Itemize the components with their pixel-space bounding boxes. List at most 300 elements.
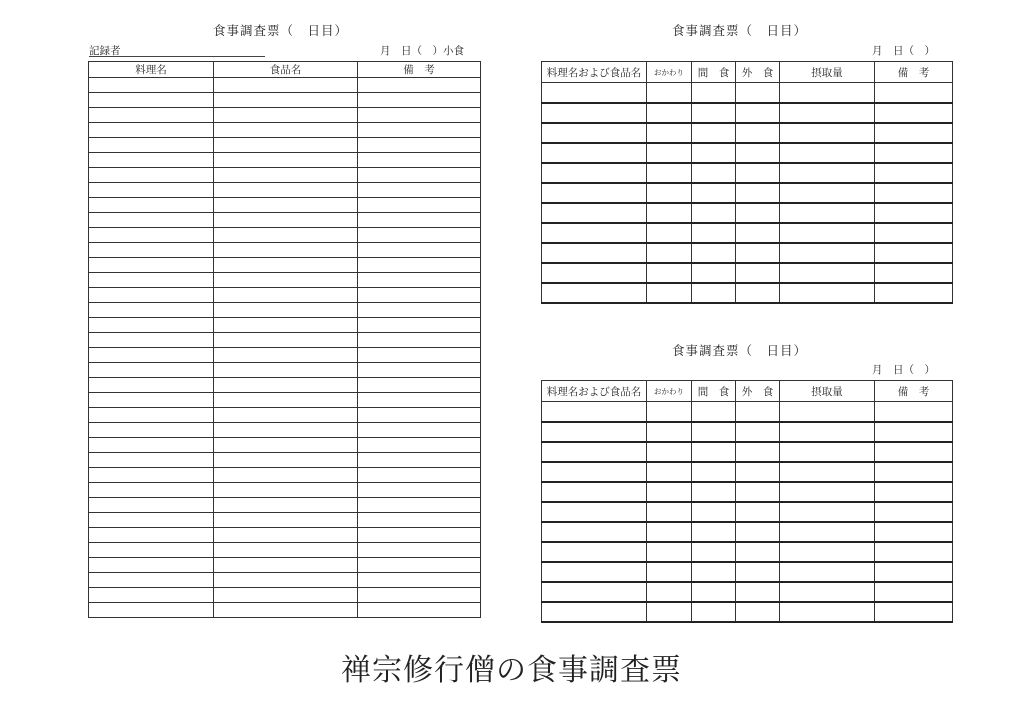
entry-cell[interactable] <box>736 223 780 243</box>
table-row <box>542 223 953 243</box>
entry-cell[interactable] <box>780 562 875 582</box>
entry-cell[interactable] <box>89 603 214 618</box>
entry-cell[interactable] <box>89 273 214 288</box>
entry-cell[interactable] <box>542 263 647 283</box>
entry-cell[interactable] <box>358 483 481 498</box>
entry-cell[interactable] <box>89 408 214 423</box>
entry-cell[interactable] <box>780 442 875 462</box>
entry-cell[interactable] <box>358 438 481 453</box>
table-row <box>89 108 481 123</box>
entry-cell[interactable] <box>89 213 214 228</box>
entry-cell[interactable] <box>89 513 214 528</box>
entry-cell[interactable] <box>875 522 953 542</box>
entry-cell[interactable] <box>542 83 647 103</box>
entry-cell[interactable] <box>214 213 358 228</box>
entry-cell[interactable] <box>214 498 358 513</box>
entry-cell[interactable] <box>780 522 875 542</box>
entry-cell[interactable] <box>736 522 780 542</box>
table-row <box>542 243 953 263</box>
entry-cell[interactable] <box>647 442 692 462</box>
entry-cell[interactable] <box>736 123 780 143</box>
entry-cell[interactable] <box>358 273 481 288</box>
entry-cell[interactable] <box>542 163 647 183</box>
entry-cell[interactable] <box>214 408 358 423</box>
entry-cell[interactable] <box>692 283 736 303</box>
entry-cell[interactable] <box>214 438 358 453</box>
entry-cell[interactable] <box>692 143 736 163</box>
entry-cell[interactable] <box>736 482 780 502</box>
entry-cell[interactable] <box>736 263 780 283</box>
entry-cell[interactable] <box>736 562 780 582</box>
header-food-name: 食品名 <box>214 62 358 78</box>
entry-cell[interactable] <box>358 93 481 108</box>
entry-cell[interactable] <box>736 582 780 602</box>
entry-cell[interactable] <box>780 263 875 283</box>
table-row <box>89 288 481 303</box>
entry-cell[interactable] <box>358 363 481 378</box>
entry-cell[interactable] <box>736 203 780 223</box>
entry-cell[interactable] <box>647 602 692 622</box>
entry-cell[interactable] <box>358 213 481 228</box>
entry-cell[interactable] <box>542 183 647 203</box>
entry-cell[interactable] <box>89 228 214 243</box>
entry-cell[interactable] <box>647 183 692 203</box>
entry-cell[interactable] <box>875 602 953 622</box>
entry-cell[interactable] <box>780 402 875 422</box>
entry-cell[interactable] <box>214 393 358 408</box>
entry-cell[interactable] <box>214 243 358 258</box>
entry-cell[interactable] <box>542 402 647 422</box>
table-row <box>89 573 481 588</box>
entry-cell[interactable] <box>358 558 481 573</box>
entry-cell[interactable] <box>214 513 358 528</box>
entry-cell[interactable] <box>542 582 647 602</box>
entry-cell[interactable] <box>89 318 214 333</box>
entry-cell[interactable] <box>89 483 214 498</box>
table-row <box>542 183 953 203</box>
entry-cell[interactable] <box>692 582 736 602</box>
entry-cell[interactable] <box>89 138 214 153</box>
entry-cell[interactable] <box>875 422 953 442</box>
table-row <box>89 603 481 618</box>
entry-cell[interactable] <box>89 78 214 93</box>
entry-cell[interactable] <box>89 288 214 303</box>
entry-cell[interactable] <box>214 288 358 303</box>
entry-cell[interactable] <box>358 588 481 603</box>
entry-cell[interactable] <box>89 108 214 123</box>
entry-cell[interactable] <box>214 78 358 93</box>
entry-cell[interactable] <box>647 522 692 542</box>
entry-cell[interactable] <box>358 123 481 138</box>
entry-cell[interactable] <box>214 123 358 138</box>
entry-cell[interactable] <box>647 103 692 123</box>
left-survey-table <box>88 61 481 618</box>
table-row <box>542 582 953 602</box>
entry-cell[interactable] <box>358 513 481 528</box>
entry-cell[interactable] <box>875 442 953 462</box>
entry-cell[interactable] <box>358 498 481 513</box>
entry-cell[interactable] <box>542 243 647 263</box>
entry-cell[interactable] <box>692 402 736 422</box>
entry-cell[interactable] <box>89 168 214 183</box>
entry-cell[interactable] <box>692 502 736 522</box>
entry-cell[interactable] <box>542 562 647 582</box>
entry-cell[interactable] <box>542 203 647 223</box>
table-row <box>542 442 953 462</box>
entry-cell[interactable] <box>358 228 481 243</box>
entry-cell[interactable] <box>780 502 875 522</box>
entry-cell[interactable] <box>89 393 214 408</box>
entry-cell[interactable] <box>89 528 214 543</box>
entry-cell[interactable] <box>736 243 780 263</box>
table-row <box>89 423 481 438</box>
right-survey-table-2 <box>541 380 953 623</box>
entry-cell[interactable] <box>647 283 692 303</box>
table-row <box>542 482 953 502</box>
entry-cell[interactable] <box>647 562 692 582</box>
entry-cell[interactable] <box>875 223 953 243</box>
table-row <box>89 228 481 243</box>
entry-cell[interactable] <box>214 228 358 243</box>
entry-cell[interactable] <box>214 483 358 498</box>
entry-cell[interactable] <box>647 143 692 163</box>
entry-cell[interactable] <box>358 78 481 93</box>
entry-cell[interactable] <box>692 442 736 462</box>
left-form-title: 食事調査票（ 日目） <box>213 23 349 38</box>
entry-cell[interactable] <box>89 468 214 483</box>
recorder-label: 記録者 <box>89 45 121 57</box>
entry-cell[interactable] <box>214 378 358 393</box>
table-row <box>542 422 953 442</box>
entry-cell[interactable] <box>358 573 481 588</box>
entry-cell[interactable] <box>542 283 647 303</box>
table-row <box>542 402 953 422</box>
entry-cell[interactable] <box>647 542 692 562</box>
entry-cell[interactable] <box>214 303 358 318</box>
entry-cell[interactable] <box>692 422 736 442</box>
entry-cell[interactable] <box>358 468 481 483</box>
entry-cell[interactable] <box>214 423 358 438</box>
entry-cell[interactable] <box>358 378 481 393</box>
entry-cell[interactable] <box>647 223 692 243</box>
entry-cell[interactable] <box>358 108 481 123</box>
entry-cell[interactable] <box>358 243 481 258</box>
entry-cell[interactable] <box>89 588 214 603</box>
right-form-1-date-label: 月 日（ ） <box>872 45 935 57</box>
table-row <box>542 83 953 103</box>
entry-cell[interactable] <box>736 402 780 422</box>
header-dish-and-food: 料理名および食品名 <box>542 381 647 402</box>
entry-cell[interactable] <box>89 423 214 438</box>
entry-cell[interactable] <box>89 558 214 573</box>
entry-cell[interactable] <box>542 602 647 622</box>
entry-cell[interactable] <box>875 243 953 263</box>
entry-cell[interactable] <box>214 468 358 483</box>
entry-cell[interactable] <box>89 363 214 378</box>
table-row <box>89 333 481 348</box>
entry-cell[interactable] <box>692 83 736 103</box>
entry-cell[interactable] <box>692 223 736 243</box>
entry-cell[interactable] <box>875 163 953 183</box>
entry-cell[interactable] <box>647 163 692 183</box>
entry-cell[interactable] <box>647 582 692 602</box>
table-row <box>89 168 481 183</box>
entry-cell[interactable] <box>780 542 875 562</box>
entry-cell[interactable] <box>692 203 736 223</box>
entry-cell[interactable] <box>647 482 692 502</box>
entry-cell[interactable] <box>875 562 953 582</box>
entry-cell[interactable] <box>214 363 358 378</box>
entry-cell[interactable] <box>214 168 358 183</box>
entry-cell[interactable] <box>358 543 481 558</box>
entry-cell[interactable] <box>736 502 780 522</box>
entry-cell[interactable] <box>214 108 358 123</box>
table-row <box>89 543 481 558</box>
entry-cell[interactable] <box>875 263 953 283</box>
entry-cell[interactable] <box>692 263 736 283</box>
entry-cell[interactable] <box>89 153 214 168</box>
entry-cell[interactable] <box>780 203 875 223</box>
table-row <box>89 198 481 213</box>
entry-cell[interactable] <box>780 223 875 243</box>
entry-cell[interactable] <box>542 223 647 243</box>
entry-cell[interactable] <box>542 462 647 482</box>
entry-cell[interactable] <box>358 153 481 168</box>
header-remarks: 備 考 <box>875 381 953 402</box>
entry-cell[interactable] <box>542 103 647 123</box>
table-row <box>89 513 481 528</box>
entry-cell[interactable] <box>214 558 358 573</box>
table-row <box>542 203 953 223</box>
entry-cell[interactable] <box>214 528 358 543</box>
entry-cell[interactable] <box>358 423 481 438</box>
entry-cell[interactable] <box>542 502 647 522</box>
header-snack: 間 食 <box>692 62 736 83</box>
table-row <box>89 558 481 573</box>
entry-cell[interactable] <box>214 198 358 213</box>
table-row <box>89 363 481 378</box>
entry-cell[interactable] <box>214 333 358 348</box>
entry-cell[interactable] <box>875 103 953 123</box>
entry-cell[interactable] <box>875 502 953 522</box>
entry-cell[interactable] <box>89 198 214 213</box>
entry-cell[interactable] <box>780 243 875 263</box>
entry-cell[interactable] <box>358 393 481 408</box>
entry-cell[interactable] <box>692 123 736 143</box>
entry-cell[interactable] <box>214 348 358 363</box>
table-row <box>89 123 481 138</box>
entry-cell[interactable] <box>214 138 358 153</box>
entry-cell[interactable] <box>542 482 647 502</box>
entry-cell[interactable] <box>89 333 214 348</box>
entry-cell[interactable] <box>736 542 780 562</box>
entry-cell[interactable] <box>89 498 214 513</box>
entry-cell[interactable] <box>736 83 780 103</box>
entry-cell[interactable] <box>692 522 736 542</box>
entry-cell[interactable] <box>780 462 875 482</box>
entry-cell[interactable] <box>780 422 875 442</box>
entry-cell[interactable] <box>780 283 875 303</box>
entry-cell[interactable] <box>780 123 875 143</box>
entry-cell[interactable] <box>542 422 647 442</box>
entry-cell[interactable] <box>692 602 736 622</box>
entry-cell[interactable] <box>875 83 953 103</box>
table-row <box>89 408 481 423</box>
entry-cell[interactable] <box>89 378 214 393</box>
entry-cell[interactable] <box>214 93 358 108</box>
entry-cell[interactable] <box>875 183 953 203</box>
right-form-2-date-label: 月 日（ ） <box>872 364 935 376</box>
header-remarks: 備 考 <box>358 62 481 78</box>
entry-cell[interactable] <box>875 283 953 303</box>
entry-cell[interactable] <box>736 602 780 622</box>
entry-cell[interactable] <box>736 422 780 442</box>
entry-cell[interactable] <box>647 263 692 283</box>
entry-cell[interactable] <box>875 123 953 143</box>
entry-cell[interactable] <box>647 203 692 223</box>
entry-cell[interactable] <box>89 438 214 453</box>
entry-cell[interactable] <box>736 283 780 303</box>
entry-cell[interactable] <box>358 258 481 273</box>
entry-cell[interactable] <box>692 103 736 123</box>
table-row <box>89 483 481 498</box>
entry-cell[interactable] <box>780 163 875 183</box>
table-row <box>89 243 481 258</box>
entry-cell[interactable] <box>89 243 214 258</box>
entry-cell[interactable] <box>875 462 953 482</box>
table-row <box>542 103 953 123</box>
entry-cell[interactable] <box>89 573 214 588</box>
entry-cell[interactable] <box>875 582 953 602</box>
entry-cell[interactable] <box>736 163 780 183</box>
entry-cell[interactable] <box>214 588 358 603</box>
entry-cell[interactable] <box>647 243 692 263</box>
table-row <box>89 213 481 228</box>
entry-cell[interactable] <box>542 522 647 542</box>
entry-cell[interactable] <box>358 453 481 468</box>
entry-cell[interactable] <box>214 573 358 588</box>
entry-cell[interactable] <box>780 143 875 163</box>
entry-cell[interactable] <box>647 422 692 442</box>
header-dish-name: 料理名 <box>89 62 214 78</box>
entry-cell[interactable] <box>875 542 953 562</box>
entry-cell[interactable] <box>780 582 875 602</box>
entry-cell[interactable] <box>542 143 647 163</box>
entry-cell[interactable] <box>692 462 736 482</box>
entry-cell[interactable] <box>875 143 953 163</box>
entry-cell[interactable] <box>358 348 481 363</box>
entry-cell[interactable] <box>214 453 358 468</box>
entry-cell[interactable] <box>736 183 780 203</box>
table-row <box>89 453 481 468</box>
entry-cell[interactable] <box>780 183 875 203</box>
entry-cell[interactable] <box>647 502 692 522</box>
entry-cell[interactable] <box>736 462 780 482</box>
entry-cell[interactable] <box>358 603 481 618</box>
entry-cell[interactable] <box>875 402 953 422</box>
entry-cell[interactable] <box>692 542 736 562</box>
table-row <box>89 138 481 153</box>
table-row <box>89 318 481 333</box>
entry-cell[interactable] <box>358 288 481 303</box>
table-row <box>89 438 481 453</box>
entry-cell[interactable] <box>780 482 875 502</box>
entry-cell[interactable] <box>358 333 481 348</box>
entry-cell[interactable] <box>647 123 692 143</box>
entry-cell[interactable] <box>89 123 214 138</box>
entry-cell[interactable] <box>89 453 214 468</box>
recorder-field[interactable] <box>89 44 265 57</box>
entry-cell[interactable] <box>647 83 692 103</box>
header-second-helping: おかわり <box>647 62 692 83</box>
entry-cell[interactable] <box>736 143 780 163</box>
entry-cell[interactable] <box>89 348 214 363</box>
left-date-label: 月 日（ ）小食 <box>380 45 464 57</box>
page-caption: 禅宗修行僧の食事調査票 <box>341 653 682 688</box>
entry-cell[interactable] <box>647 402 692 422</box>
entry-cell[interactable] <box>692 562 736 582</box>
entry-cell[interactable] <box>692 482 736 502</box>
entry-cell[interactable] <box>358 168 481 183</box>
entry-cell[interactable] <box>89 303 214 318</box>
entry-cell[interactable] <box>780 83 875 103</box>
entry-cell[interactable] <box>692 183 736 203</box>
entry-cell[interactable] <box>780 103 875 123</box>
entry-cell[interactable] <box>542 442 647 462</box>
entry-cell[interactable] <box>875 203 953 223</box>
entry-cell[interactable] <box>214 603 358 618</box>
entry-cell[interactable] <box>542 542 647 562</box>
header-remarks: 備 考 <box>875 62 953 83</box>
entry-cell[interactable] <box>358 408 481 423</box>
entry-cell[interactable] <box>89 183 214 198</box>
header-second-helping: おかわり <box>647 381 692 402</box>
header-intake-amount: 摂取量 <box>780 62 875 83</box>
entry-cell[interactable] <box>358 303 481 318</box>
entry-cell[interactable] <box>692 163 736 183</box>
entry-cell[interactable] <box>692 243 736 263</box>
table-row <box>89 183 481 198</box>
table-row <box>542 502 953 522</box>
entry-cell[interactable] <box>358 528 481 543</box>
entry-cell[interactable] <box>89 543 214 558</box>
entry-cell[interactable] <box>736 442 780 462</box>
entry-cell[interactable] <box>780 602 875 622</box>
entry-cell[interactable] <box>542 123 647 143</box>
entry-cell[interactable] <box>214 318 358 333</box>
entry-cell[interactable] <box>214 273 358 288</box>
right-form-2-title: 食事調査票（ 日目） <box>672 343 808 358</box>
table-row <box>89 588 481 603</box>
entry-cell[interactable] <box>214 153 358 168</box>
table-row <box>542 602 953 622</box>
entry-cell[interactable] <box>736 103 780 123</box>
entry-cell[interactable] <box>647 462 692 482</box>
entry-cell[interactable] <box>875 482 953 502</box>
table-row <box>542 283 953 303</box>
header-snack: 間 食 <box>692 381 736 402</box>
entry-cell[interactable] <box>214 183 358 198</box>
table-row <box>89 393 481 408</box>
entry-cell[interactable] <box>89 258 214 273</box>
entry-cell[interactable] <box>214 543 358 558</box>
entry-cell[interactable] <box>358 198 481 213</box>
entry-cell[interactable] <box>214 258 358 273</box>
entry-cell[interactable] <box>89 93 214 108</box>
entry-cell[interactable] <box>358 138 481 153</box>
entry-cell[interactable] <box>358 183 481 198</box>
entry-cell[interactable] <box>358 318 481 333</box>
